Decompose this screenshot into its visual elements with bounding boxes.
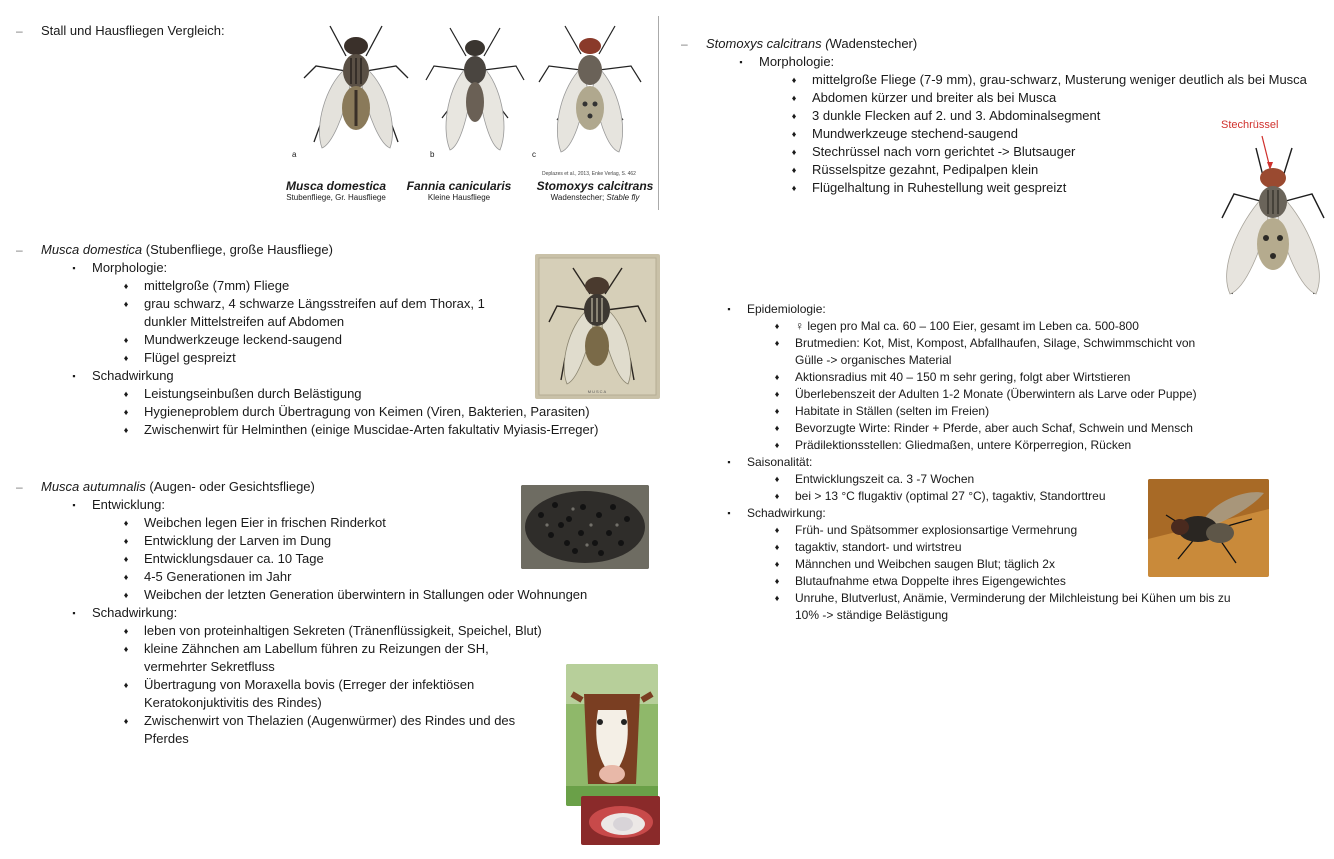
item-text: Bevorzugte Wirte: Rinder + Pferde, aber auch Schaf, Schwein und Mensch xyxy=(795,421,1193,435)
list-item xyxy=(774,590,1245,624)
item-text: Habitate in Ställen (selten im Freien) xyxy=(795,404,990,418)
caption-name: Fannia canicularis xyxy=(406,179,512,193)
diamond-bullet: ♦ xyxy=(123,335,129,345)
saison-label: Saisonalität: xyxy=(747,455,813,469)
figure-letter-c: c xyxy=(532,150,536,159)
item-text: Rüsselspitze gezahnt, Pedipalpen klein xyxy=(812,162,1039,177)
item-text: mittelgroße Fliege (7-9 mm), grau-schwarz, Musterung weniger deutlich als bei Musca xyxy=(812,72,1307,87)
square-bullet: ▪ xyxy=(72,500,76,510)
item-text: 4-5 Generationen im Jahr xyxy=(144,569,292,584)
item-text: Zwischenwirt von Thelazien (Augenwürmer) des Rindes und des Pferdes xyxy=(144,713,516,746)
list-item xyxy=(791,89,1312,107)
diamond-bullet: ♦ xyxy=(774,474,780,484)
diamond-bullet: ♦ xyxy=(123,716,129,726)
item-text: 3 dunkle Flecken auf 2. und 3. Abdominalsegment xyxy=(812,108,1101,123)
cow-photo-icon xyxy=(566,664,658,806)
diamond-bullet: ♦ xyxy=(123,536,129,546)
diamond-bullet: ♦ xyxy=(774,372,780,382)
diamond-bullet: ♦ xyxy=(774,440,780,450)
list-item xyxy=(123,349,504,367)
item-text: Leistungseinbußen durch Belästigung xyxy=(144,386,362,401)
caption-sub: Wadenstecher; xyxy=(550,193,607,202)
item-text: mittelgroße (7mm) Fliege xyxy=(144,278,290,293)
list-item xyxy=(123,403,704,421)
dash-marker: – xyxy=(16,24,23,38)
item-text: tagaktiv, standort- und wirtstreu xyxy=(795,540,962,554)
item-text: Abdomen kürzer und breiter als bei Musca xyxy=(812,90,1057,105)
item-text: Übertragung von Moraxella bovis (Erreger der infektiösen Keratokonjuktivitis des Rindes) xyxy=(144,677,475,710)
diamond-bullet: ♦ xyxy=(774,423,780,433)
figure-letter-b: b xyxy=(430,150,435,159)
item-text: Hygieneproblem durch Übertragung von Keimen (Viren, Bakterien, Parasiten) xyxy=(144,404,590,419)
diamond-bullet: ♦ xyxy=(791,129,797,139)
list-item xyxy=(123,568,652,586)
diamond-bullet: ♦ xyxy=(791,75,797,85)
item-text: Weibchen der letzten Generation überwintern in Stallungen oder Wohnungen xyxy=(144,587,588,602)
diamond-bullet: ♦ xyxy=(791,165,797,175)
musca-plate-image xyxy=(535,254,660,399)
list-item xyxy=(774,335,1225,369)
dash-marker: – xyxy=(16,243,23,257)
heading-rest: Wadenstecher) xyxy=(829,36,918,51)
diamond-bullet: ♦ xyxy=(123,353,129,363)
diamond-bullet: ♦ xyxy=(791,111,797,121)
fly-closeup-icon xyxy=(1212,118,1334,298)
musca-domestica-heading xyxy=(41,241,333,259)
diamond-bullet: ♦ xyxy=(123,281,129,291)
diamond-bullet: ♦ xyxy=(123,554,129,564)
diamond-bullet: ♦ xyxy=(774,542,780,552)
item-text: ♀ legen pro Mal ca. 60 – 100 Eier, gesamt im Leben ca. 500-800 xyxy=(795,319,1139,333)
caption-name: Stomoxys calcitrans xyxy=(536,179,654,193)
item-text: Stechrüssel nach vorn gerichtet -> Blutsauger xyxy=(812,144,1076,159)
diamond-bullet: ♦ xyxy=(791,93,797,103)
diamond-bullet: ♦ xyxy=(774,491,780,501)
heading-rest: (Stubenfliege, große Hausfliege) xyxy=(142,242,333,257)
list-item xyxy=(774,420,1225,437)
fly-illustration-icon xyxy=(535,254,660,399)
list-item xyxy=(123,622,544,640)
item-text: grau schwarz, 4 schwarze Längsstreifen auf dem Thorax, 1 dunkler Mittelstreifen auf Abdomen xyxy=(144,296,485,329)
list-item xyxy=(123,640,544,676)
list-item xyxy=(72,604,652,622)
figure-source: Deplazes et al., 2013, Enke Verlag, S. 462 xyxy=(542,171,636,177)
diamond-bullet: ♦ xyxy=(774,576,780,586)
diamond-bullet: ♦ xyxy=(774,389,780,399)
list-item xyxy=(123,331,504,349)
fly-closeup-photo xyxy=(1148,479,1269,577)
item-text: Männchen und Weibchen saugen Blut; täglich 2x xyxy=(795,557,1055,571)
caption-fannia xyxy=(400,179,518,202)
list-item xyxy=(123,277,504,295)
list-item xyxy=(774,318,1225,335)
item-text: Mundwerkzeuge stechend-saugend xyxy=(812,126,1018,141)
item-text: Prädilektionsstellen: Gliedmaßen, untere Körperregion, Rücken xyxy=(795,438,1132,452)
diamond-bullet: ♦ xyxy=(123,644,129,654)
comparison-figure xyxy=(280,16,660,210)
list-item xyxy=(72,259,522,277)
plate-label: MUSCA xyxy=(587,389,608,394)
epi-label: Epidemiologie: xyxy=(747,302,826,316)
item-text: Brutmedien: Kot, Mist, Kompost, Abfallhaufen, Silage, Schwimmschicht von Gülle -> organisches Material xyxy=(795,336,1196,367)
item-text: Entwicklung der Larven im Dung xyxy=(144,533,332,548)
caption-sub-italic: Stable fly xyxy=(606,193,640,202)
fly-closeup-photo-icon xyxy=(1148,479,1269,577)
item-text: Zwischenwirt für Helminthen (einige Muscidae-Arten fakultativ Myiasis-Erreger) xyxy=(144,422,599,437)
list-item xyxy=(774,369,1225,386)
diamond-bullet: ♦ xyxy=(123,518,129,528)
item-text: bei > 13 °C flugaktiv (optimal 27 °C), tagaktiv, Standorttreu xyxy=(795,489,1106,503)
item-text: Mundwerkzeuge leckend-saugend xyxy=(144,332,343,347)
item-text: Entwicklungsdauer ca. 10 Tage xyxy=(144,551,324,566)
list-item xyxy=(774,437,1225,454)
diamond-bullet: ♦ xyxy=(123,590,129,600)
dung-pat-photo xyxy=(521,485,649,569)
schad-label: Schadwirkung: xyxy=(92,605,178,620)
diamond-bullet: ♦ xyxy=(774,525,780,535)
caption-musca xyxy=(280,179,392,202)
item-text: kleine Zähnchen am Labellum führen zu Reizungen der SH, vermehrter Sekretfluss xyxy=(144,641,489,674)
square-bullet: ▪ xyxy=(727,508,731,518)
item-text: Weibchen legen Eier in frischen Rinderkot xyxy=(144,515,386,530)
heading-italic: Stomoxys calcitrans ( xyxy=(706,36,830,51)
dung-pat-photo-icon xyxy=(521,485,649,569)
list-item xyxy=(739,53,1319,71)
square-bullet: ▪ xyxy=(72,608,76,618)
fannia-canicularis-fly-icon xyxy=(420,22,530,160)
diamond-bullet: ♦ xyxy=(123,572,129,582)
diamond-bullet: ♦ xyxy=(123,680,129,690)
diamond-bullet: ♦ xyxy=(123,389,129,399)
eye-photo xyxy=(581,796,660,845)
morph-label: Morphologie: xyxy=(759,54,835,69)
diamond-bullet: ♦ xyxy=(774,559,780,569)
list-item xyxy=(123,676,504,712)
schad-label: Schadwirkung: xyxy=(747,506,826,520)
intro-title: Stall und Hausfliegen Vergleich: xyxy=(41,23,225,38)
dash-marker: – xyxy=(681,37,688,51)
diamond-bullet: ♦ xyxy=(123,407,129,417)
cow-photo xyxy=(566,664,658,806)
eye-photo-icon xyxy=(581,796,660,845)
list-item xyxy=(791,71,1312,89)
entw-label: Entwicklung: xyxy=(92,497,165,512)
item-text: Flügelhaltung in Ruhestellung weit gespreizt xyxy=(812,180,1067,195)
musca-domestica-fly-icon xyxy=(296,16,416,156)
item-text: leben von proteinhaltigen Sekreten (Tränenflüssigkeit, Speichel, Blut) xyxy=(144,623,542,638)
diamond-bullet: ♦ xyxy=(123,425,129,435)
caption-sub: Kleine Hausfliege xyxy=(427,193,491,202)
heading-italic: Musca domestica xyxy=(41,242,143,257)
diamond-bullet: ♦ xyxy=(774,321,780,331)
diamond-bullet: ♦ xyxy=(774,593,780,603)
musca-autumnalis-heading xyxy=(41,478,315,496)
diamond-bullet: ♦ xyxy=(774,406,780,416)
square-bullet: ▪ xyxy=(72,371,76,381)
item-text: Überlebenszeit der Adulten 1-2 Monate (Überwintern als Larve oder Puppe) xyxy=(795,387,1197,401)
list-item xyxy=(123,421,704,439)
list-item xyxy=(774,403,1225,420)
item-text: Früh- und Spätsommer explosionsartige Vermehrung xyxy=(795,523,1078,537)
square-bullet: ▪ xyxy=(739,57,743,67)
list-item xyxy=(123,712,544,748)
caption-sub: Stubenfliege, Gr. Hausfliege xyxy=(286,193,386,202)
heading-rest: (Augen- oder Gesichtsfliege) xyxy=(145,479,315,494)
figure-letter-a: a xyxy=(292,150,297,159)
list-item xyxy=(123,295,504,331)
diamond-bullet: ♦ xyxy=(791,147,797,157)
diamond-bullet: ♦ xyxy=(123,299,129,309)
stomoxys-photo xyxy=(1212,118,1334,298)
stomoxys-calcitrans-fly-icon xyxy=(535,20,645,160)
list-item xyxy=(727,454,1307,471)
caption-stomoxys xyxy=(530,179,660,202)
stechruessel-label: Stechrüssel xyxy=(1221,119,1279,131)
stomoxys-heading xyxy=(706,35,917,53)
square-bullet: ▪ xyxy=(727,304,731,314)
diamond-bullet: ♦ xyxy=(123,626,129,636)
item-text: Entwicklungszeit ca. 3 -7 Wochen xyxy=(795,472,975,486)
item-text: Blutaufnahme etwa Doppelte ihres Eigengewichtes xyxy=(795,574,1066,588)
schad-label: Schadwirkung xyxy=(92,368,174,383)
list-item xyxy=(72,367,522,385)
square-bullet: ▪ xyxy=(727,457,731,467)
dash-marker: – xyxy=(16,480,23,494)
caption-name: Musca domestica xyxy=(285,179,387,193)
item-text: Aktionsradius mit 40 – 150 m sehr gering, folgt aber Wirtstieren xyxy=(795,370,1131,384)
square-bullet: ▪ xyxy=(72,263,76,273)
list-item xyxy=(774,386,1225,403)
diamond-bullet: ♦ xyxy=(791,183,797,193)
item-text: Unruhe, Blutverlust, Anämie, Verminderung der Milchleistung bei Kühen um bis zu 10% -> ständige Belästigung xyxy=(795,591,1231,622)
diamond-bullet: ♦ xyxy=(774,338,780,348)
item-text: Flügel gespreizt xyxy=(144,350,236,365)
heading-italic: Musca autumnalis xyxy=(41,479,146,494)
morph-label: Morphologie: xyxy=(92,260,168,275)
list-item xyxy=(727,301,1307,318)
list-item xyxy=(123,586,652,604)
